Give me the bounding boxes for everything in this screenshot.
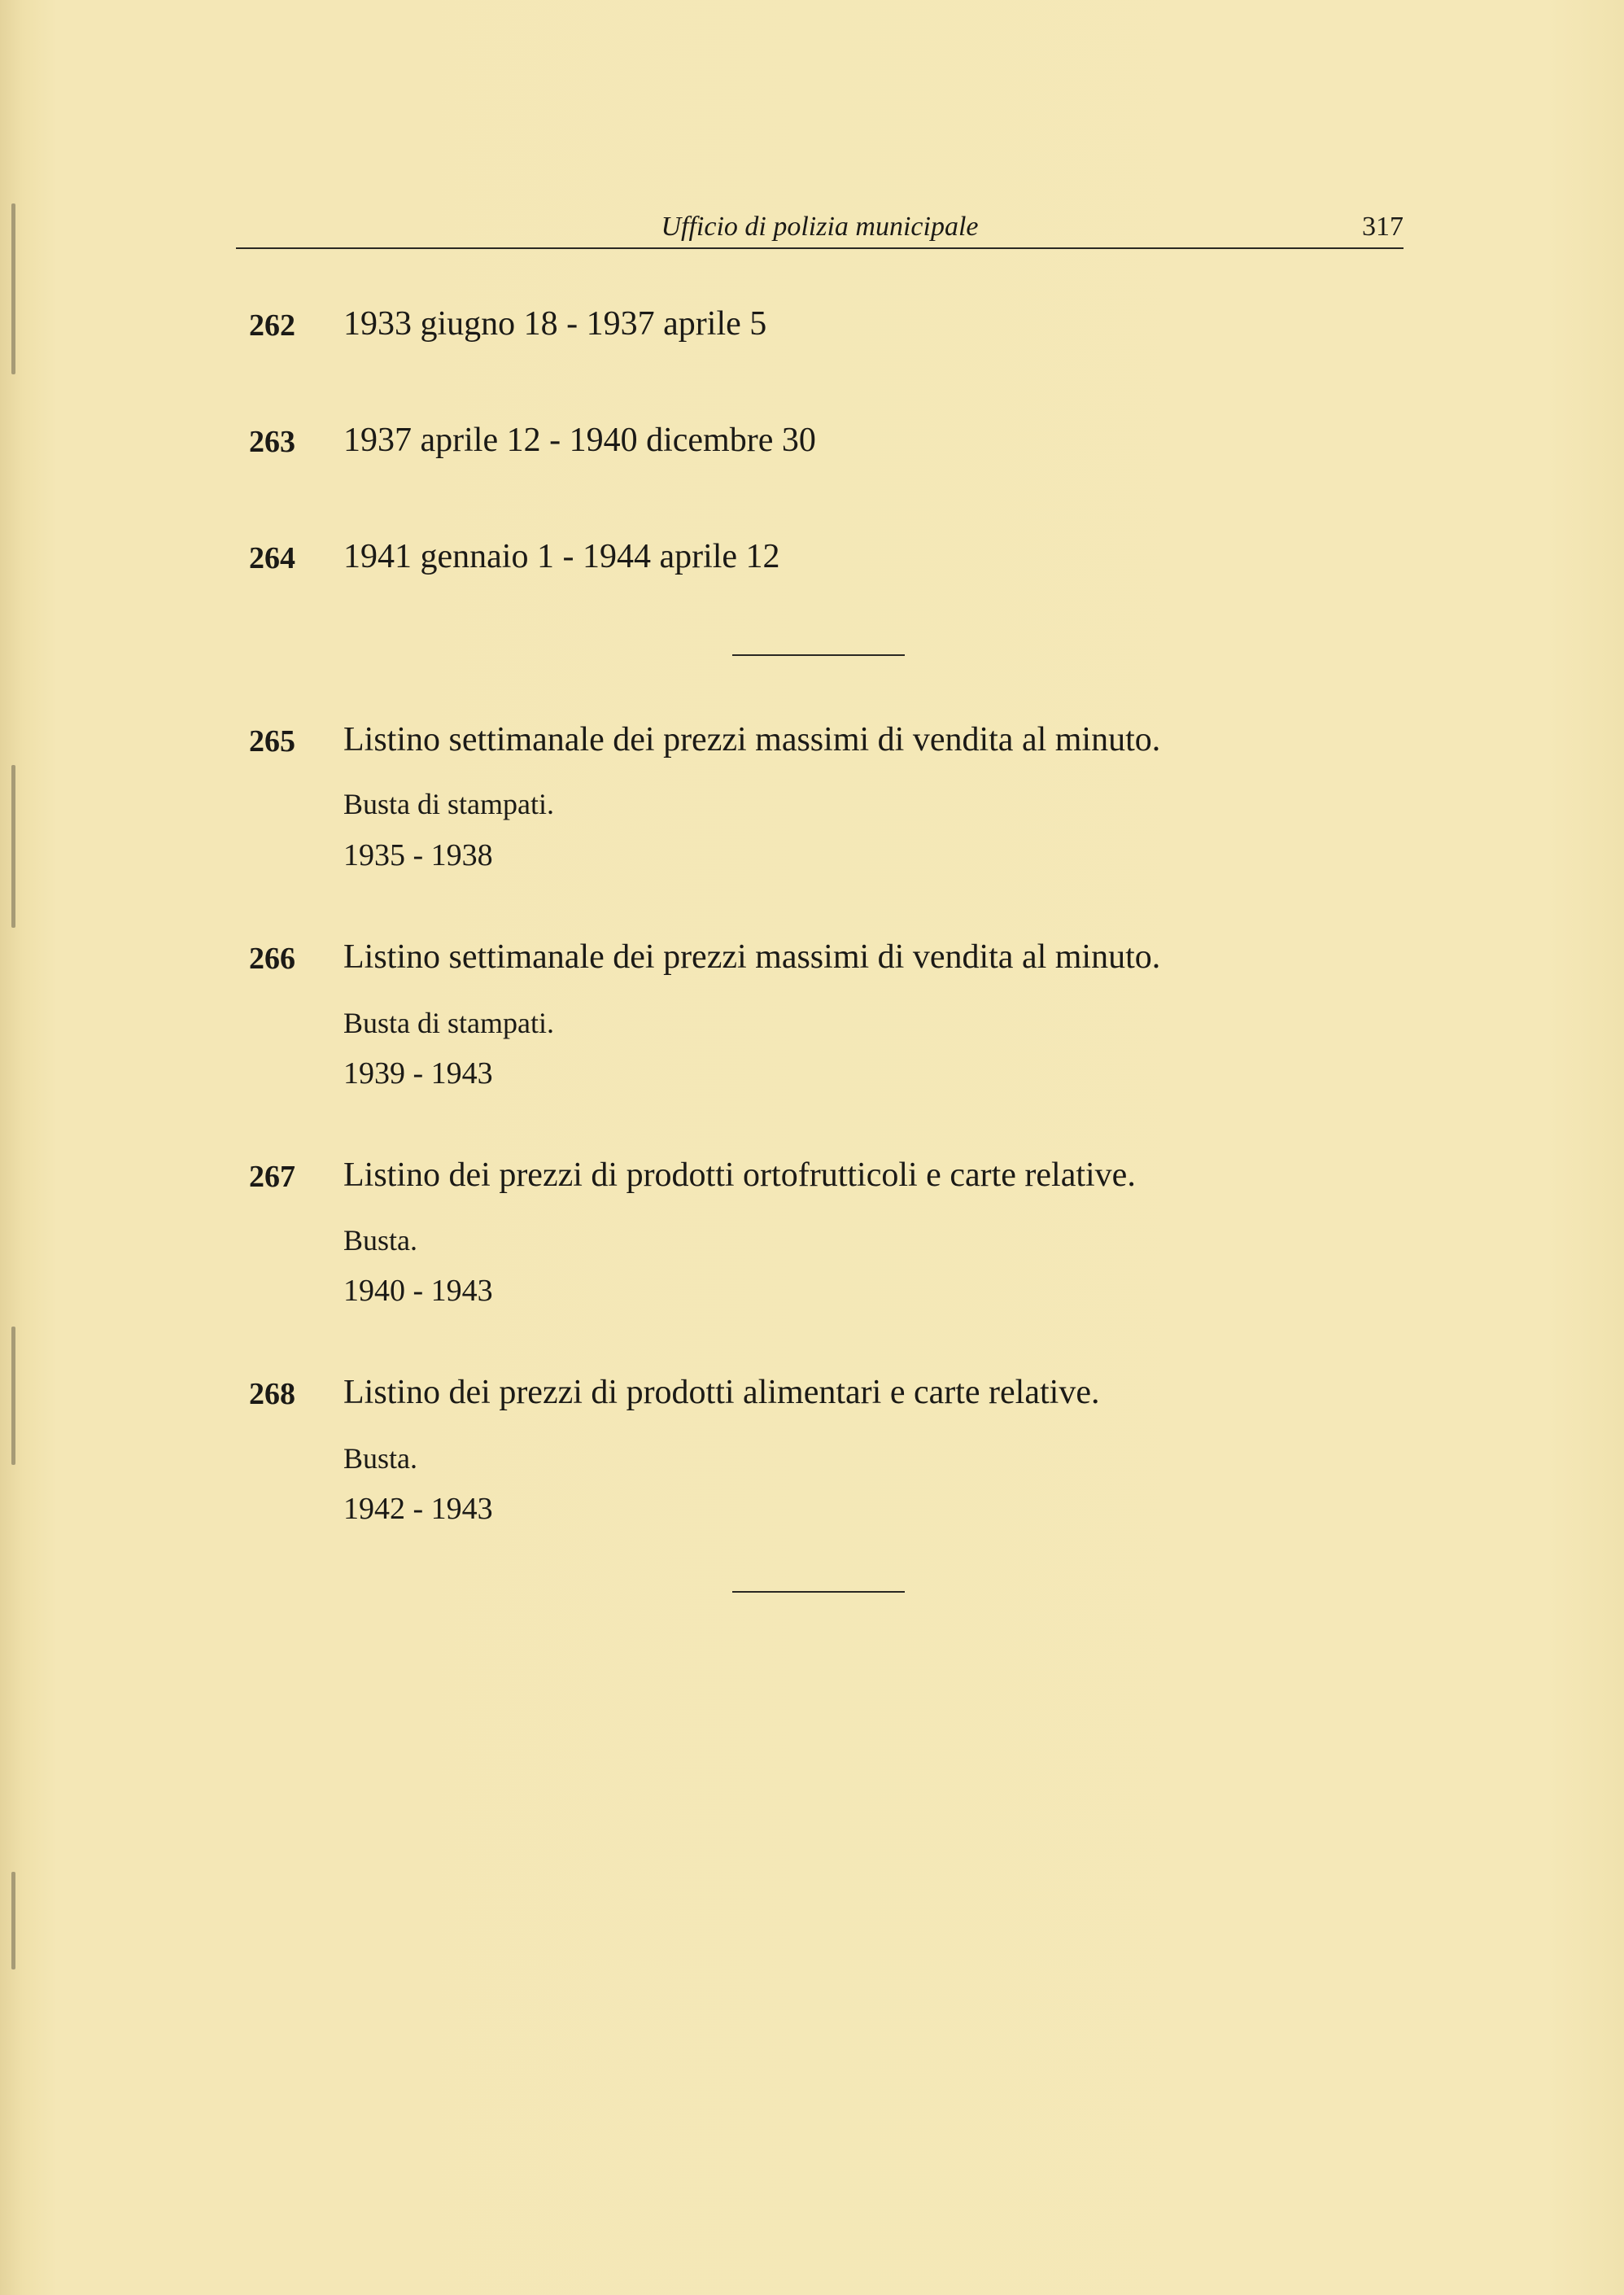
entry-title: Listino dei prezzi di prodotti ortofrutticoli e carte relative. <box>343 1156 1136 1194</box>
entry-number: 268 <box>249 1377 295 1411</box>
section-divider <box>732 654 905 656</box>
running-title: Ufficio di polizia municipale <box>661 212 979 242</box>
entry-note: Busta. <box>343 1224 418 1257</box>
section-divider <box>732 1591 905 1593</box>
entry-title: Listino dei prezzi di prodotti alimentari e carte relative. <box>343 1374 1100 1411</box>
page-number: 317 <box>1362 212 1404 242</box>
entry-title: Listino settimanale dei prezzi massimi di vendita al minuto. <box>343 938 1161 976</box>
entry-number: 264 <box>249 541 295 575</box>
entry-dates: 1935 - 1938 <box>343 838 493 872</box>
entry-note: Busta. <box>343 1442 418 1475</box>
binding-mark <box>11 765 15 928</box>
entry-number: 267 <box>249 1160 295 1194</box>
entry-dates: 1942 - 1943 <box>343 1492 493 1526</box>
entry-number: 265 <box>249 724 295 758</box>
binding-mark <box>11 203 15 374</box>
entry-note: Busta di stampati. <box>343 1007 554 1039</box>
entry-note: Busta di stampati. <box>343 788 554 820</box>
entry-number: 263 <box>249 425 295 459</box>
entry-dates: 1941 gennaio 1 - 1944 aprile 12 <box>343 538 780 575</box>
entry-number: 266 <box>249 942 295 976</box>
entry-dates: 1939 - 1943 <box>343 1056 493 1091</box>
binding-mark <box>11 1327 15 1465</box>
entry-title: Listino settimanale dei prezzi massimi di vendita al minuto. <box>343 721 1161 758</box>
binding-mark <box>11 1872 15 1969</box>
entry-dates: 1933 giugno 18 - 1937 aprile 5 <box>343 305 767 343</box>
entry-dates: 1940 - 1943 <box>343 1274 493 1308</box>
entry-dates: 1937 aprile 12 - 1940 dicembre 30 <box>343 422 816 459</box>
entry-number: 262 <box>249 308 295 343</box>
running-header <box>236 210 1404 249</box>
